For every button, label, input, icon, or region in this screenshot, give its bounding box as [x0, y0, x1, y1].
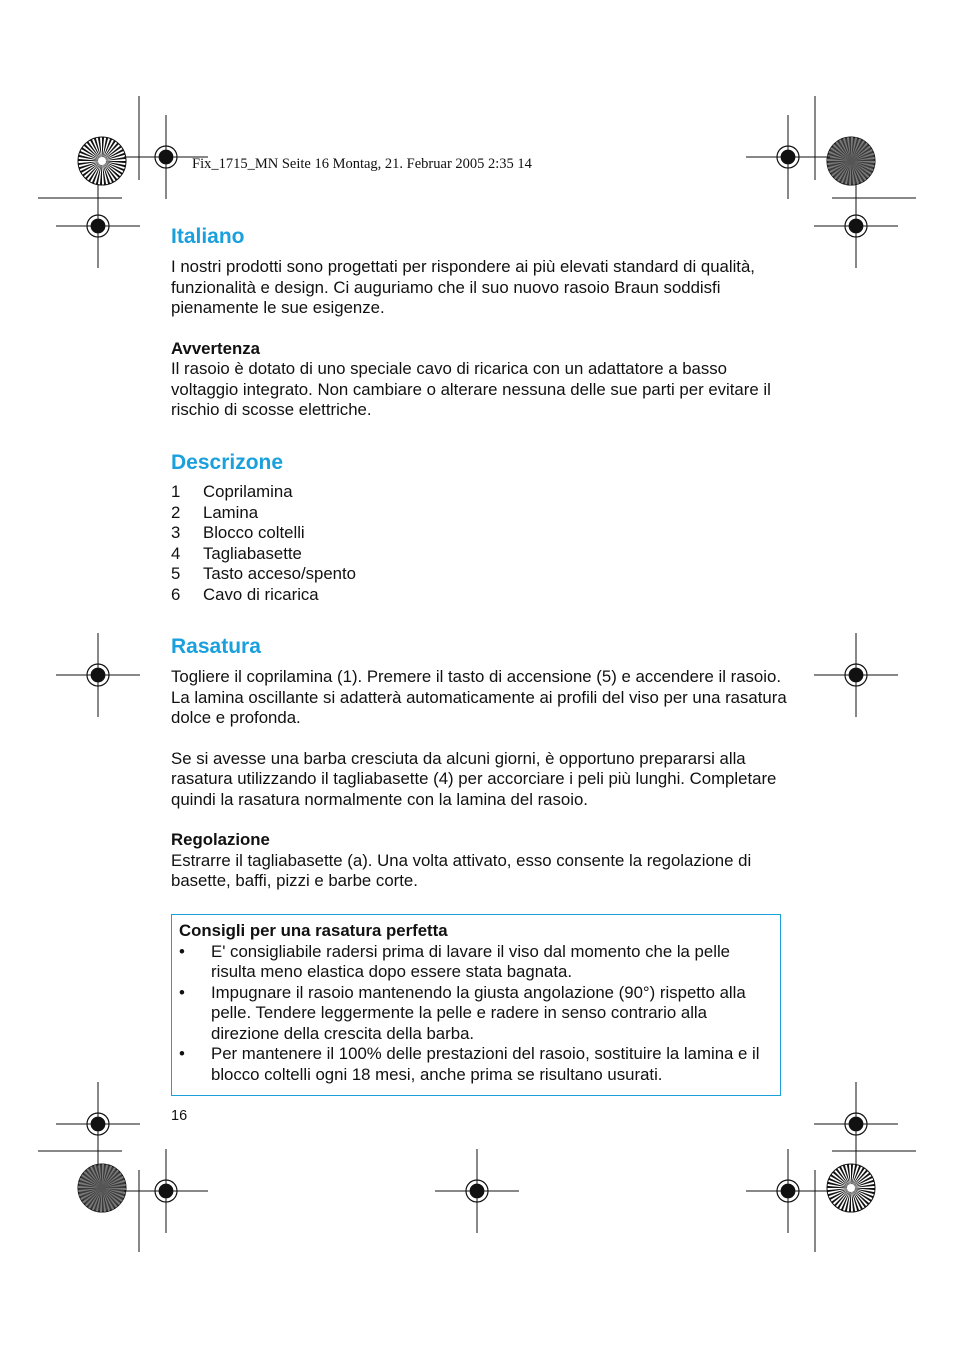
- item-label: Tagliabasette: [203, 543, 302, 563]
- item-label: Coprilamina: [203, 482, 293, 501]
- regolazione-title: Regolazione: [171, 830, 270, 849]
- registration-mark-icon: [814, 184, 898, 268]
- list-item: [171, 503, 791, 524]
- color-wheel-icon: [827, 137, 875, 185]
- bullet-icon: •: [179, 982, 185, 1002]
- intro-paragraph: I nostri prodotti sono progettati per rispondere ai più elevati standard di qualità, funzionalità e design. Ci auguriamo che il suo nuovo rasoio Braun soddisfi pienamente le sue esigenze.: [171, 257, 755, 317]
- heading-italiano: Italiano: [171, 225, 245, 248]
- tips-list: [179, 942, 770, 1086]
- parts-list: [171, 482, 791, 605]
- tip-item: [179, 1044, 770, 1085]
- warning-title: Avvertenza: [171, 338, 260, 358]
- page-number: 16: [171, 1108, 188, 1124]
- item-label: Blocco coltelli: [203, 523, 305, 542]
- registration-mark-icon: [435, 1149, 519, 1233]
- tip-text: Per mantenere il 100% delle prestazioni del rasoio, sostituire la lamina e il blocco coltelli ogni 18 mesi, anche prima se risultano usurati.: [211, 1044, 760, 1084]
- tips-box: [171, 914, 781, 1096]
- list-item: [171, 523, 791, 544]
- warning-text: Il rasoio è dotato di uno speciale cavo di ricarica con un adattatore a basso voltaggio integrato. Non cambiare o alterare nessuna delle sue parti per evitare il rischio di scosse elettriche.: [171, 359, 771, 419]
- list-item: [171, 585, 791, 606]
- regolazione-text: Estrarre il tagliabasette (a). Una volta attivato, esso consente la regolazione di basette, baffi, pizzi e barbe corte.: [171, 850, 752, 890]
- item-label: Tasto acceso/spento: [203, 564, 356, 583]
- registration-mark-icon: [56, 1082, 140, 1166]
- color-wheel-icon: [78, 1164, 126, 1212]
- registration-mark-icon: [814, 1082, 898, 1166]
- registration-mark-icon: [746, 1149, 830, 1233]
- tip-text: E' consigliabile radersi prima di lavare il viso dal momento che la pelle risulta meno elastica dopo essere stata bagnata.: [211, 941, 731, 981]
- item-number: 5: [171, 564, 181, 583]
- rasatura-paragraph-2: Se si avesse una barba cresciuta da alcuni giorni, è opportuno prepararsi alla rasatura utilizzando il tagliabasette (4) per accorciare i peli più lunghi. Completare quindi la rasatura normalmente con la lamina del rasoio.: [171, 748, 777, 809]
- list-item: [171, 544, 791, 565]
- section-rasatura: [171, 634, 791, 892]
- bullet-icon: •: [179, 1044, 185, 1063]
- registration-mark-icon: [56, 633, 140, 717]
- item-label: Lamina: [203, 502, 259, 522]
- heading-rasatura: Rasatura: [171, 635, 261, 658]
- bullet-icon: •: [179, 941, 185, 961]
- list-item: [171, 482, 791, 503]
- registration-mark-icon: [746, 115, 830, 199]
- registration-mark-icon: [124, 1149, 208, 1233]
- tip-item: [179, 942, 770, 983]
- list-item: [171, 564, 791, 585]
- rasatura-paragraph-1: Togliere il coprilamina (1). Premere il tasto di accensione (5) e accendere il rasoio. La lamina oscillante si adatterà automaticamente ai profili del viso per una rasatura dolce e profonda.: [171, 667, 787, 727]
- item-number: 1: [171, 482, 181, 501]
- registration-mark-icon: [56, 184, 140, 268]
- tip-item: [179, 983, 770, 1045]
- item-number: 6: [171, 584, 181, 604]
- registration-mark-icon: [814, 633, 898, 717]
- section-italiano: [171, 224, 791, 421]
- item-number: 3: [171, 523, 181, 542]
- color-wheel-icon: [827, 1164, 875, 1212]
- heading-descrizione: Descrizone: [171, 451, 284, 474]
- tips-title: Consigli per una rasatura perfetta: [179, 921, 448, 940]
- item-number: 2: [171, 502, 181, 522]
- color-wheel-icon: [78, 137, 126, 185]
- print-slug: Fix_1715_MN Seite 16 Montag, 21. Februar 2005 2:35 14: [192, 156, 532, 172]
- section-descrizione: [171, 450, 791, 605]
- item-label: Cavo di ricarica: [203, 584, 319, 604]
- tip-text: Impugnare il rasoio mantenendo la giusta angolazione (90°) rispetto alla pelle. Tendere leggermente la pelle e radere in senso contrario alla direzione della crescita della barba.: [211, 982, 746, 1043]
- item-number: 4: [171, 543, 181, 563]
